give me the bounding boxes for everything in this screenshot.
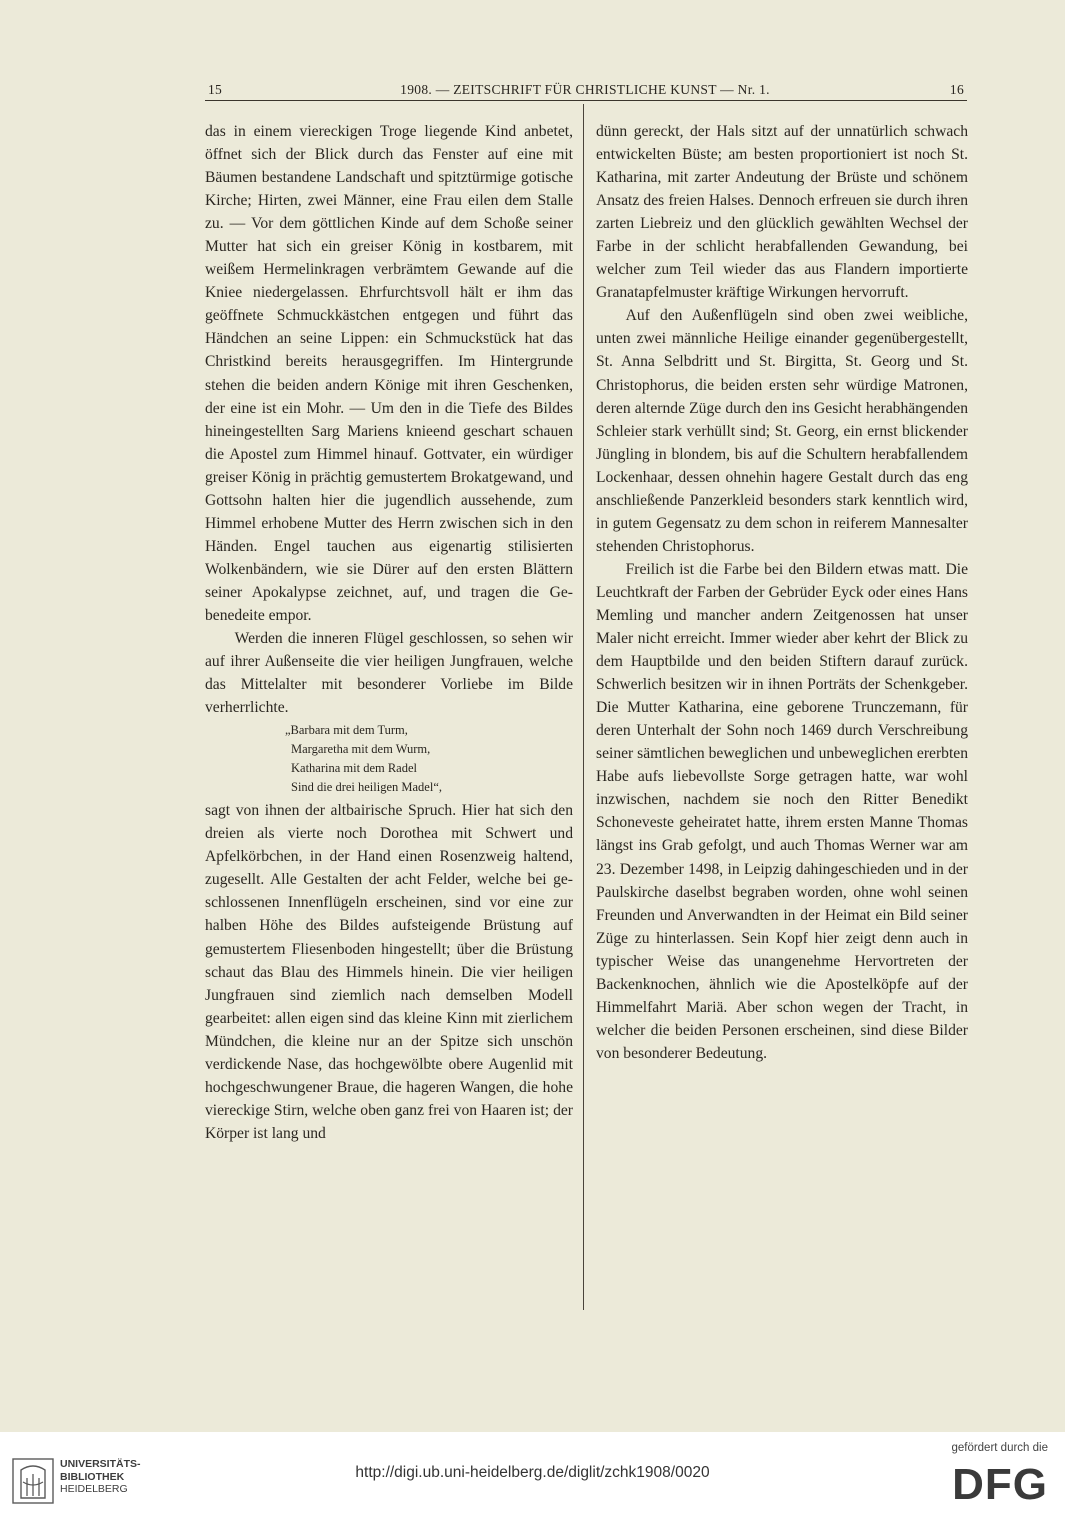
library-name-line1: UNIVERSITÄTS-	[60, 1458, 141, 1470]
right-paragraph-3: Freilich ist die Farbe bei den Bildern etwas matt. Die Leuchtkraft der Farben der Gebrüder Eyck oder eines Hans Memling und mancher andern Zeitgenossen hat unser Maler nicht erreicht. Immer wieder aber kehrt der Blick zu dem Hauptbilde und den beiden Stiftern darauf zurück. Schwerlich besitzen wir in ihnen Porträts der Schenkgeber. Die Mutter Katharina, eine geborene Trunczemann, für deren Unterhalt der Sohn noch 1469 durch Verschreibung seiner sämtlichen beweglichen und unbeweglichen ererbten Habe aufs liebevollste Sorge getragen hatte, war wohl inzwischen, nachdem sie noch den Ritter Benedikt Schoneveste geheiratet hatte, ihrem ersten Manne Thomas längst ins Grab gefolgt, und auch Thomas Werner war am 23. Dezember 1498, in Leipzig dahingeschieden und in der Paulskirche daselbst begraben worden, ohne wohl seinen Freunden und Anverwandten in der Heimat ein Bild seiner Züge zu hinterlassen. Sein Kopf hier zeigt denn auch in typischer Weise das unangenehme Hervortreten der Backenknochen, ähnlich wie die Apostelköpfe auf der Himmelfahrt Mariä. Aber schon wegen der Tracht, in welcher die beiden Personen erscheinen, sind diese Bilder von besonderer Bedeutung.	[596, 560, 968, 1062]
right-column	[596, 120, 968, 1065]
library-name-line2: BIBLIOTHEK	[60, 1470, 125, 1483]
verse-line: Sind die drei heiligen Madel“,	[291, 780, 443, 795]
running-header	[200, 80, 970, 102]
verse-line: „Barbara mit dem Turm,	[285, 723, 408, 738]
journal-title: 1908. — ZEITSCHRIFT FÜR CHRISTLICHE KUNST — Nr. 1.	[400, 82, 770, 97]
funder-label: gefördert durch die	[951, 1442, 1048, 1454]
left-paragraph-1: das in einem viereckigen Troge liegende Kind anbetet, öffnet sich der Blick durch das Fenster auf eine mit Bäumen bestandene Landschaft und spitztürmige gotische Kirche; Hirten, zwei Männer, eine Frau eilen dem Stalle zu. — Vor dem göttlichen Kinde auf dem Schoße seiner Mutter hat sich ein greiser König in kostbarem, mit weißem Hermelinkragen verbrämtem Gewande auf die Kniee niedergelassen. Ehrfurchtsvoll hält er ihm das geöffnete Schmuckkästchen entgegen und führt das Händchen an seine Lippen: ein Schmuckstück hat das Christkind bereits herausgegriffen. Im Hintergrunde stehen die beiden andern Könige mit ihren Geschenken, der eine ist ein Mohr. — Um den in die Tiefe des Bildes hineingestellten Sarg Mariens knieend geschart schauen die Apostel zum Himmel hinauf. Gottvater, ein würdiger greiser König in prächtig gemustertem Brokatgewand, und Gottsohn halten hier die jugendlich aussehende, zum Himmel erhobene Mutter des Herrn zwischen sich in den Händen. Engel tauchen aus eigenartig stilisierten Wolkenbändern, wie sie Dürer auf den ersten Blättern seiner Apokalypse zeichnet, auf, und tragen die Gebenedeite empor.	[205, 123, 573, 624]
permalink-url[interactable]: http://digi.ub.uni-heidelberg.de/diglit/zchk1908/0020	[355, 1464, 710, 1481]
verse-line: Margaretha mit dem Wurm,	[291, 742, 431, 757]
right-paragraph-1: dünn gereckt, der Hals sitzt auf der unnatürlich schwach entwickelten Büste; am besten proportioniert ist noch St. Katharina, mit zarter Andeutung der Brüste und schönem Ansatz des freien Halses. Dennoch erfreuen sie durch ihren zarten Liebreiz und den glücklich gewählten Wechsel der Farbe in der schlicht herabfallenden Gewandung, bei welcher zum Teil wieder das aus Flandern importierte Granatapfelmuster kräftige Wirkungen hervorruft.	[596, 123, 968, 302]
left-column	[205, 120, 573, 1145]
footer-bar	[0, 1432, 1065, 1516]
left-paragraph-3: sagt von ihnen der altbairische Spruch. Hier hat sich den dreien als vierte noch Dorothea mit Schwert und Apfelkörbchen, in der Hand einen Rosenzweig haltend, zugesellt. Alle Gestalten der acht Felder, welche bei geschlossenen Innenflügeln erscheinen, sind vor eine zur halben Höhe des Bildes aufsteigende Brüstung auf gemustertem Fliesenboden hingestellt; über die Brüstung schaut das Blau des Himmels hinein. Die vier heiligen Jungfrauen sind ziemlich nach demselben Modell gearbeitet: allen eigen sind das kleine Kinn mit zierlichem Mündchen, die kleine nur an der Spitze sich unschön verdickende Nase, das hochgewölbte obere Augenlid mit hochgeschwungener Braue, die hageren Wangen, die hohe viereckige Stirn, welche oben ganz frei von Haaren ist; der Körper ist lang und	[205, 802, 573, 1142]
column-divider	[583, 104, 584, 1310]
dfg-logo-text: DFG	[952, 1460, 1048, 1509]
funder-logo	[918, 1442, 1058, 1512]
library-name-line3: HEIDELBERG	[60, 1483, 128, 1495]
verse-quote	[285, 721, 573, 797]
left-paragraph-2: Werden die inneren Flügel geschlossen, so sehen wir auf ihrer Außenseite die vier heiligen Jungfrauen, welche das Mittelalter mit besonderer Vorliebe im Bilde verherrlichte.	[205, 630, 573, 717]
page-number-left: 15	[208, 82, 223, 97]
page-number-right: 16	[949, 82, 964, 97]
right-paragraph-2: Auf den Außenflügeln sind oben zwei weibliche, unten zwei männliche Heilige einander gegenübergestellt, St. Anna Selbdritt und St. Birgitta, St. Georg und St. Christophorus, die beiden ersten sehr würdige Matronen, deren alternde Züge durch den ins Gesicht herabhängenden Schleier stark verhüllt sind; St. Georg, ein ernst blickender Jüngling in blondem, bis auf die Schultern herabfallendem Lockenhaar, dessen ohnehin hagere Gestalt durch das eng anschließende Panzerkleid besonders stark kenntlich wird, in gutem Gegensatz zu dem schon in reiferem Mannesalter stehenden Christophorus.	[596, 307, 968, 555]
verse-line: Katharina mit dem Radel	[291, 761, 418, 776]
header-rule	[205, 100, 967, 101]
